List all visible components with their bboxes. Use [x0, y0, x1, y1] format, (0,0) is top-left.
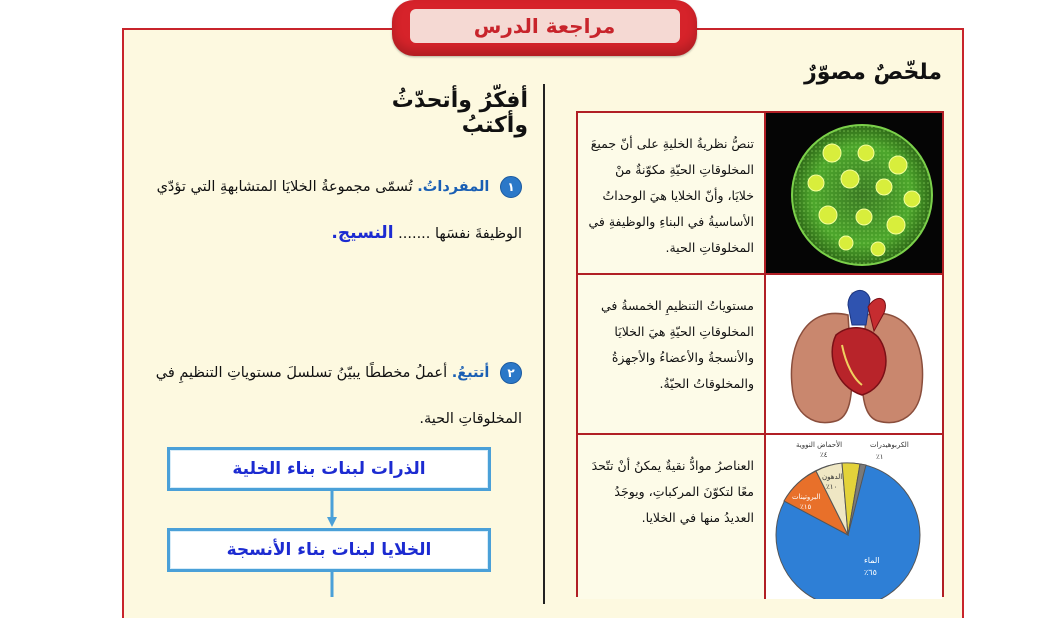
flow-box-atoms: الذرات لبنات بناء الخلية: [167, 447, 491, 491]
question-text: أعملُ مخططًا يبيّنُ تسلسلَ مستوياتِ التنظيمِ في المخلوقاتِ الحية.: [155, 365, 522, 427]
pie-value-carbs: ٪١: [876, 453, 884, 461]
summary-row: [578, 275, 942, 435]
pie-label-proteins: البروتينات: [792, 493, 821, 501]
pie-label-water: الماء: [864, 556, 880, 565]
column-divider: [543, 84, 545, 604]
pie-value-water: ٪٦٥: [864, 568, 877, 577]
pie-label-fats: الدهون: [822, 473, 843, 481]
flow-arrow-icon: [327, 491, 337, 528]
pie-value-proteins: ٪١٥: [800, 503, 812, 511]
flow-box-cells: الخلايا لبنات بناء الأنسجة: [167, 528, 491, 572]
question-keyword: أتتبعُ.: [451, 365, 490, 381]
practice-title: أفكّرُ وأتحدّثُ وأكتبُ: [391, 88, 528, 138]
flow-arrow-icon: [327, 572, 337, 597]
question-number-badge: ١: [500, 176, 522, 198]
question-number-badge: ٢: [500, 362, 522, 384]
heart-lungs-image: [766, 275, 942, 433]
pie-label-carbs: الكربوهيدرات: [870, 441, 909, 449]
answer-blank: .......: [398, 226, 431, 242]
question-keyword: المفرداتُ.: [417, 179, 490, 195]
summary-text: العناصرُ موادُّ نقيةٌ يمكنُ أنْ تتّحدَ معًا لتكوّنَ المركباتِ، ويوجَدُ العديدُ منها في الخلايا.: [578, 435, 766, 599]
summary-row: [578, 113, 942, 275]
banner-title: مراجعة الدرس: [410, 9, 680, 43]
summary-text: تنصُّ نظريةُ الخليةِ على أنّ جميعَ المخلوقاتِ الحيّةِ مكوّنةٌ منْ خلايَا، وأنّ الخلايا هيَ الوحداتُ الأساسيةُ في البناءِ والوظيفةِ في المخلوقاتِ الحية.: [578, 113, 766, 273]
summary-text: مستوياتُ التنظيمِ الخمسةُ في المخلوقاتِ الحيّةِ هيَ الخلايَا والأنسجةُ والأعضاءُ والأجهزةُ والمخلوقاتُ الحيّةُ.: [578, 275, 766, 433]
green-cell-colony-image: [766, 113, 942, 273]
handwritten-answer: النسيج.: [331, 223, 394, 243]
lesson-review-banner: [392, 0, 697, 56]
pie-label-nucleic: الأحماض النووية: [796, 441, 843, 449]
summary-title: ملخّصٌ مصوّرٌ: [804, 60, 942, 85]
question-vocabulary: [120, 164, 522, 257]
visual-summary-table: [576, 111, 944, 597]
question-sequence: [120, 350, 522, 442]
question-text: تُسمّى مجموعةُ الخلايَا المتشابهةِ التي تؤدّي الوظيفةَ نفسَها: [156, 179, 522, 242]
pie-value-fats: ٪١٠: [826, 483, 838, 491]
cell-composition-pie-chart: [766, 435, 942, 599]
summary-row: [578, 435, 942, 599]
pie-value-nucleic: ٪٤: [820, 451, 828, 459]
